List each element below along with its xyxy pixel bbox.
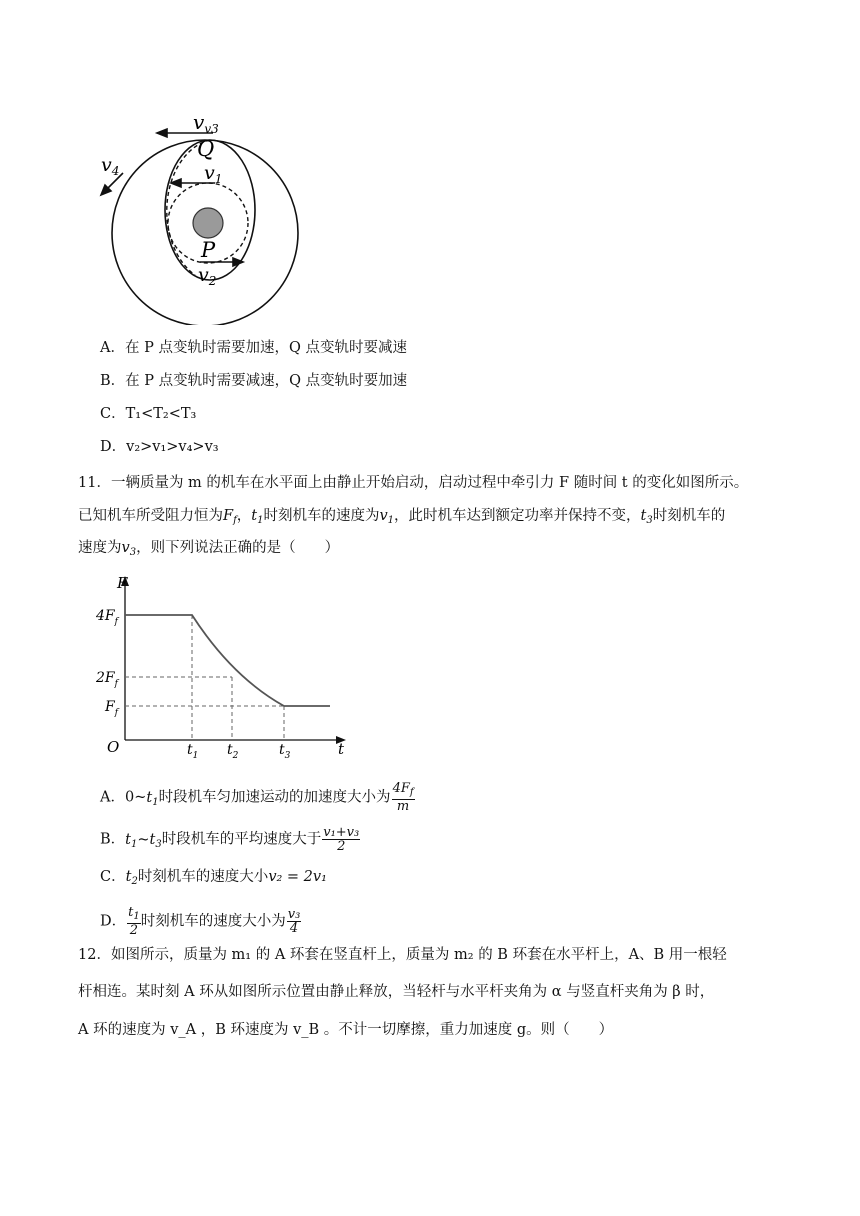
axis-label-t: t	[338, 740, 345, 758]
q10-option-d: D．v₂>v₁>v₄>v₃	[100, 439, 219, 455]
label-v2: $v_2$	[198, 264, 217, 288]
q11-stem-line1: 11．一辆质量为 m 的机车在水平面上由静止开始启动，启动过程中牵引力 F 随时间 t 的变化如图所示。	[78, 475, 749, 491]
tick-t2: $t_2$	[227, 742, 239, 761]
origin-label: O	[107, 738, 120, 756]
label-Q: Q	[197, 137, 215, 161]
tick-t1: $t_1$	[187, 742, 199, 761]
q12-stem-line3: A 环的速度为 v_A ，B 环速度为 v_B 。不计一切摩擦，重力加速度 g。则（ ）	[78, 1022, 614, 1038]
q10-option-a: A．在 P 点变轨时需要加速，Q 点变轨时要减速	[100, 340, 407, 356]
q11-stem-line3: 速度为$v_3$，则下列说法正确的是（ ）	[78, 540, 340, 558]
force-time-graph	[92, 572, 352, 762]
q10-option-b: B．在 P 点变轨时需要减速，Q 点变轨时要加速	[100, 373, 408, 389]
q11-option-b: B．$t_1\sim t_3$时段机车的平均速度大于 $\frac{\text{v₁+v₃}}{2}$	[100, 825, 360, 854]
tick-2ff: $2F_f$	[96, 670, 118, 689]
q11-option-d: D． $\frac{t_1}{2}$ 时刻机车的速度大小为 $\frac{\text{v₃}}{4}$	[100, 905, 301, 938]
q12-stem-line2: 杆相连。某时刻 A 环从如图所示位置由静止释放，当轻杆与水平杆夹角为 α 与竖直杆夹角为 β 时，	[78, 984, 715, 1000]
tick-ff: $F_f$	[105, 699, 119, 718]
q12-stem-line1: 12．如图所示，质量为 m₁ 的 A 环套在竖直杆上，质量为 m₂ 的 B 环套在水平杆上，A、B 用一根轻	[78, 947, 727, 963]
tick-4ff: $4F_f$	[96, 608, 118, 627]
label-v1: $v_1$	[204, 162, 223, 186]
q11-option-c: C．$t_2$时刻机车的速度大小v₂ = 2v₁	[100, 869, 327, 887]
planet	[193, 208, 223, 238]
q11-stem-line2: 已知机车所受阻力恒为$F_f$，$t_1$时刻机车的速度为$v_1$，此时机车达到额定功率并保持不变，$t_3$时刻机车的	[78, 508, 726, 526]
label-P: P	[201, 238, 216, 262]
q10-option-c: C．T₁<T₂<T₃	[100, 406, 197, 422]
q11-option-a: A．$0\sim t_1$时段机车匀加速运动的加速度大小为 $\frac{4F_f}{m}$	[100, 781, 414, 814]
axis-label-F: F	[117, 574, 128, 592]
orbit-figure	[95, 105, 310, 325]
label-v3: $v_{v3}$	[193, 110, 219, 136]
tick-t3: $t_3$	[279, 742, 291, 761]
force-curve	[125, 615, 330, 706]
label-v4: $v_4$	[101, 154, 120, 178]
